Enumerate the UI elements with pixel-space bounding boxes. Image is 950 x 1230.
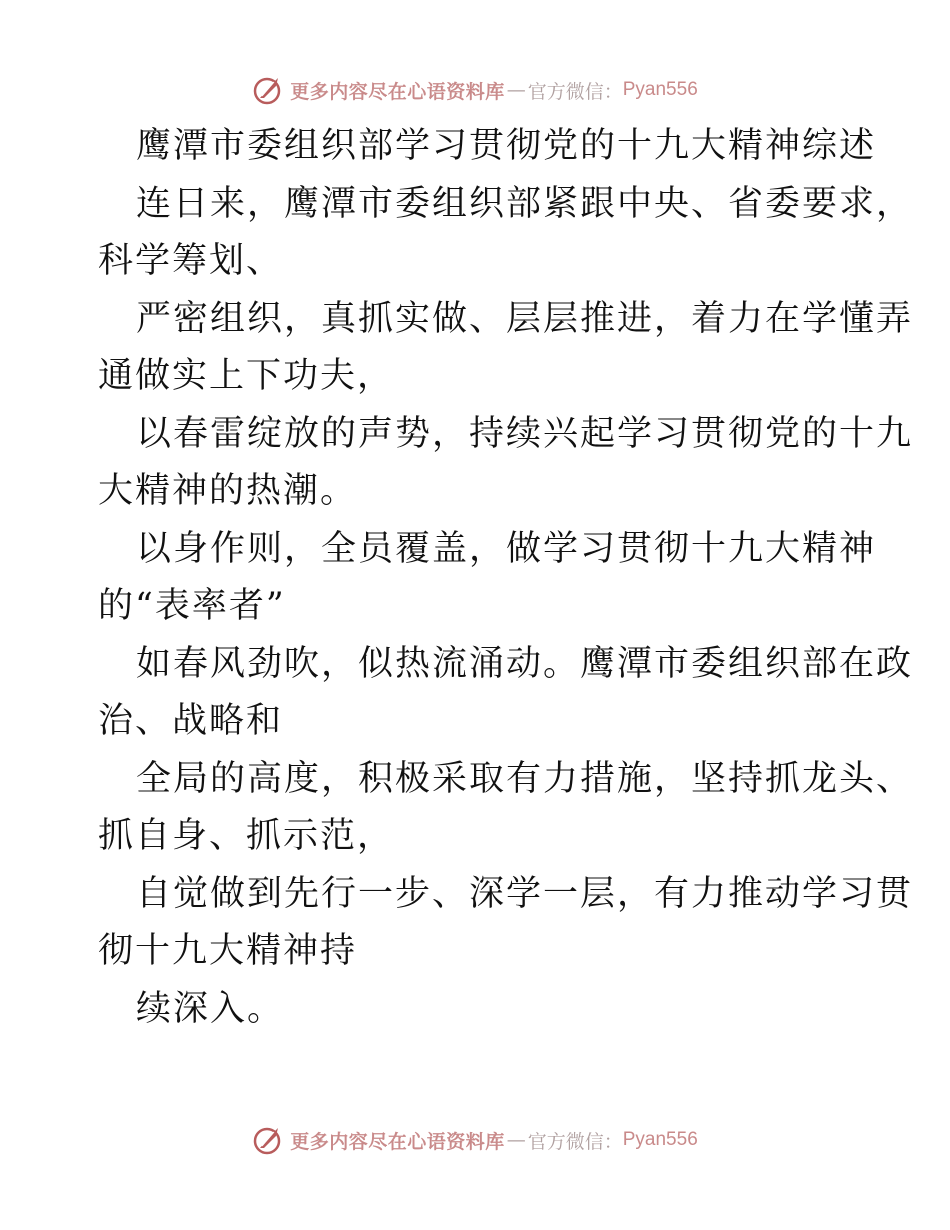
document-line: 抓自身、抓示范， (98, 816, 395, 856)
document-line: 治、战略和 (98, 701, 284, 741)
document-line: 科学筹划、 (98, 241, 284, 281)
header-brand: 更多内容尽在心语资料库 (290, 80, 505, 103)
footer-contact-label: 官方微信： (527, 1130, 623, 1153)
quill-logo-icon (252, 74, 284, 106)
document-line: 通做实上下功夫， (98, 356, 395, 396)
document-line: 大精神的热潮。 (98, 471, 358, 511)
document-line: 彻十九大精神持 (98, 931, 358, 971)
document-line: 严密组织，真抓实做、层层推进，着力在学懂弄 (136, 298, 914, 339)
header-banner (0, 70, 950, 110)
footer-wechat-id: Pyan556 (622, 1129, 698, 1150)
document-line: 的“表率者” (98, 586, 286, 626)
document-line: 以身作则，全员覆盖，做学习贯彻十九大精神 (136, 528, 877, 569)
footer-banner (0, 1120, 950, 1160)
document-line: 全局的高度，积极采取有力措施，坚持抓龙头、 (136, 758, 914, 799)
document-line: 自觉做到先行一步、深学一层，有力推动学习贯 (136, 873, 914, 914)
footer-brand: 更多内容尽在心语资料库 (290, 1130, 505, 1153)
document-body (98, 118, 914, 1038)
header-contact-label: 官方微信： (527, 80, 623, 103)
footer-separator: — (506, 1129, 526, 1151)
document-line: 连日来，鹰潭市委组织部紧跟中央、省委要求， (136, 183, 914, 224)
quill-logo-icon (252, 1124, 284, 1156)
document-line: 以春雷绽放的声势，持续兴起学习贯彻党的十九 (136, 413, 914, 454)
document-line: 续深入。 (136, 988, 285, 1029)
document-line: 鹰潭市委组织部学习贯彻党的十九大精神综述 (136, 126, 877, 166)
header-wechat-id: Pyan556 (622, 79, 698, 100)
header-separator: — (506, 79, 526, 101)
document-line: 如春风劲吹，似热流涌动。鹰潭市委组织部在政 (136, 643, 914, 684)
